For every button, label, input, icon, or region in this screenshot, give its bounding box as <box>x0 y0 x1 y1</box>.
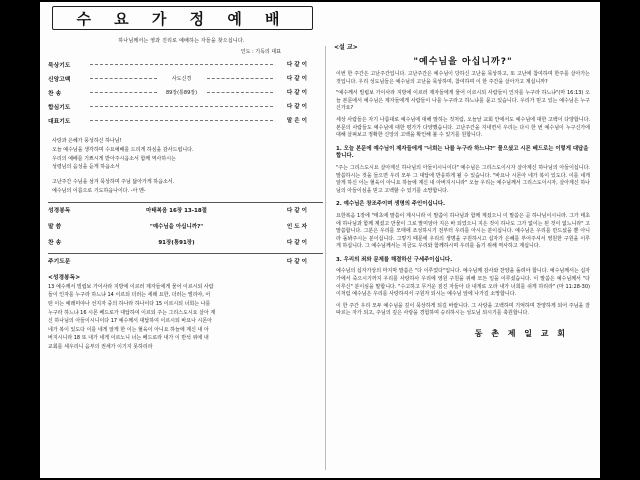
sermon-paragraph: 요한복음 1장에 "태초에 말씀이 계시니라 이 말씀이 하나님과 함께 계셨으니 이 말씀은 곧 하나님이시니라. 그가 태초에 하나님과 함께 계셨고 만물이 그로 말미암아 지은 바 되었으니 지은 것이 하나도 그가 없이는 된 것이 없느니라" 고 말씀합니다. 그분은 우리를 모태에 조성하시기 전부터 우리를 아시는 분이십니다. 예수님은 우리를 만드셨을 뿐 아니라 돌봐주시는 분이십니다. 그렇기 때문에 우리의 생명을 구원하시고 십자가 은혜를 부어주셔서 영원한 구원을 이루게 하십니다. 그 예수님께서는 지금도 우리와 함께하시며 우리를 돕기 위해 역사하고 계십니다. <box>336 212 590 250</box>
sermon-point-heading: 1. 오늘 본문에 예수님이 제자들에게 "너희는 나를 누구라 하느냐?" 물으셨고 시몬 베드로는 이렇게 대답을 합니다. <box>336 145 589 160</box>
dotted-leader <box>207 78 274 79</box>
bulletin-page <box>40 2 600 478</box>
dotted-leader <box>90 78 157 79</box>
prayer-line: 우리의 예배를 기쁘시게 받아주시옵소서 함께 역사하시는 <box>52 155 176 162</box>
order-item <box>48 202 323 215</box>
order-detail: 마태복음 16장 13-18절 <box>146 207 207 214</box>
sermon-paragraph: 이번 한 주간은 고난주간입니다. 고난주간은 예수님이 당하신 고난을 묵상하고, 또 고난에 참여하며 한주를 살아가는 것입니다. 우리 성도님들은 예수님의 고난을 묵상하며, 참여하며 이 한 주간을 살아가고 계십니까? <box>336 71 590 85</box>
order-who: 맡 은 이 <box>286 118 307 124</box>
column-divider <box>325 46 326 470</box>
church-name: 동 촌 제 일 교 회 <box>474 329 568 339</box>
prayer-line: 사랑과 은혜가 풍성하신 하나님! <box>52 138 122 144</box>
order-item <box>48 253 323 266</box>
bible-line: 교회를 세우리니 음부의 권세가 이기지 못하리라 <box>48 343 153 350</box>
order-who: 다 같 이 <box>286 258 307 265</box>
dotted-leader <box>90 106 273 107</box>
sermon-column <box>328 2 598 478</box>
order-detail: 사도신경 <box>171 75 192 82</box>
order-item <box>48 59 323 69</box>
sermon-title: "예수님을 아십니까?" <box>413 57 513 67</box>
sermon-paragraph: 이 한 주간 우리 모두 예수님을 깊이 묵상하게 되길 바랍니다. 그 사랑을 고백하며 기억하며 찬양하게 되어 주님을 잘 따르는 자가 되고, 주님의 깊은 사랑을 경험하며 승리하시는 성도님 되시기를 축원합니다. <box>336 302 590 317</box>
order-who: 다 같 이 <box>286 104 307 110</box>
prayer-line: 오늘 예수님을 생각하며 수요예배를 드리게 하심을 감사드립니다. <box>52 146 194 153</box>
bible-line: 네가 복이 있도다 이를 네게 알게 한 이는 혈육이 아니요 하늘에 계신 내 아 <box>48 326 209 333</box>
sermon-point-heading: 3. 우리의 죄와 문제를 해결하신 구세주이십니다. <box>336 256 453 263</box>
order-list-top <box>40 59 323 125</box>
order-name: 대표기도 <box>48 118 71 125</box>
order-name: 합심기도 <box>48 104 71 111</box>
order-who: 다 같 이 <box>286 62 307 68</box>
order-who: 인 도 자 <box>286 223 307 230</box>
order-name: 묵상기도 <box>48 62 71 69</box>
prayer-line: 예수님의 이름으로 기도하옵나이다. -아 멘- <box>52 187 146 194</box>
dotted-leader <box>90 92 157 93</box>
order-name: 성경봉독 <box>48 208 71 215</box>
page-title: 수 요 가 정 예 배 <box>52 6 313 30</box>
prayer-line: 성령님의 음성을 듣게 하옵소서 <box>52 164 120 171</box>
order-item <box>48 221 323 231</box>
sermon-paragraph: 세상 사람들은 자기 나름대로 예수님에 대해 말하는 것처럼, 오늘날 교회 안에서도 예수님에 대한 고백이 다양합니다. 본문의 사람들도 예수님에 대한 평가가 다양했습니다. 고난주간을 지내면서 우리는 다시 한 번 예수님이 누구신가에 대해 살펴보고 정확한 신앙의 고백을 확인해 볼 수 있기를 원합니다. <box>336 116 590 139</box>
prayer-line: 고난주간 수님을 섬겨 묵상하며 주님 닮아가게 하옵소서. <box>52 179 175 186</box>
sermon-point-heading: 2. 예수님은 창조주이며 생명의 주인이십니다. <box>336 201 446 208</box>
order-detail: 91장(통91장) <box>158 239 195 246</box>
order-list-bottom <box>40 202 323 266</box>
bible-reading-text <box>48 283 311 352</box>
order-item <box>48 73 323 83</box>
order-who: 다 같 이 <box>286 76 307 82</box>
sermon-paragraph: "주는 그리스도시요 살아계신 하나님의 아들이시니이다" 예수님은 그리스도이시자 살아계신 하나님의 아들이십니다. 말씀하시는 것을 들으면 우리 모두 그 대답에 반응하게 될 수 있습니다. "바요나 시몬아 네가 복이 있도다. 이를 네게 알게 하신 이는 혈육이 아니요 하늘에 계신 내 아버지시니라" 오늘 우리는 예수님께서 그리스도이시자, 살아계신 하나님의 아들이심을 믿고 고백할 수 있기를 소망합니다. <box>336 164 590 194</box>
bible-reading-heading: <성경봉독> <box>48 274 81 281</box>
bible-line: 누구라 하느냐 16 시몬 베드로가 대답하여 이르되 주는 그리스도시요 살아 계 <box>48 309 216 316</box>
bible-line: 떤 이는 예레미야나 선지자 중의 하나라 하나이다 15 이르시되 너희는 나를 <box>48 300 211 307</box>
order-item <box>48 115 323 125</box>
sermon-label: <설 교> <box>334 44 358 51</box>
bible-line: 신 하나님의 아들이시니이다 17 예수께서 대답하여 이르시되 바요나 시몬아 <box>48 318 212 325</box>
order-name: 찬 송 <box>48 240 62 247</box>
bible-line: 버지시니라 18 또 내가 네게 이르노니 너는 베드로라 내가 이 반석 위에 내 <box>48 335 209 342</box>
leader-text: 인도 : 기독의 대표 <box>240 49 281 55</box>
order-who: 다 같 이 <box>286 90 307 96</box>
order-detail: "예수님을 아십니까?" <box>149 223 204 230</box>
prayer-text <box>52 137 309 196</box>
order-name: 말 씀 <box>48 224 62 231</box>
order-item <box>48 101 323 111</box>
bible-line: 13 예수께서 빌립보 가이사라 지방에 이르러 제자들에게 물어 이르시되 사람 <box>48 283 214 290</box>
sermon-paragraph: "예수께서 빌립보 가이사라 지방에 이르러 제자들에게 물어 이르시되 사람들이 인자를 누구라 하느냐"(마 16:13) 오늘 본문에서 예수님은 제자들에게 사람들이 나를 누구라고 하느냐를 묻고 있습니다. 우리가 믿고 있는 예수님은 누구신가요? <box>336 90 590 112</box>
order-name: 신앙고백 <box>48 76 71 83</box>
order-item <box>48 87 323 97</box>
order-who: 다 같 이 <box>286 239 307 246</box>
order-name: 찬 송 <box>48 90 62 97</box>
intro-text: 하나님께서는 영과 진리로 예배하는 자들을 찾으십니다. <box>118 38 245 44</box>
order-detail: 89장(통89장) <box>165 89 198 96</box>
sermon-paragraph: 예수님의 십자가상의 마지막 말씀은 "다 이루었다"입니다. 예수님께 감사와 찬양을 돌려야 합니다. 예수님께서는 십자가에서 죽으시기까지 우리를 사랑하사 우리에 영원 구원을 위해 모든 일을 이루셨습니다. 이 말씀은 예수님께서 "다 이루신" 분이심을 말합니다. "수고하고 무거운 짐진 자들아 다 내게로 오라 내가 너희를 쉬게 하리라" (마 11:28-30) 이처럼 예수님은 우리를 사랑하셔서 구원자 되시는 예수님 앞에 나가길 소망합니다. <box>336 268 590 298</box>
dotted-leader <box>207 92 274 93</box>
order-item <box>48 237 323 247</box>
order-who: 다 같 이 <box>286 207 307 214</box>
order-name: 주기도문 <box>48 259 71 266</box>
dotted-leader <box>90 64 273 65</box>
worship-order-column <box>40 2 323 478</box>
bible-line: 들이 인자를 누구라 하느냐 14 이르되 더러는 세례 요한, 더러는 엘리야, 어 <box>48 292 211 299</box>
dotted-leader <box>90 120 273 121</box>
